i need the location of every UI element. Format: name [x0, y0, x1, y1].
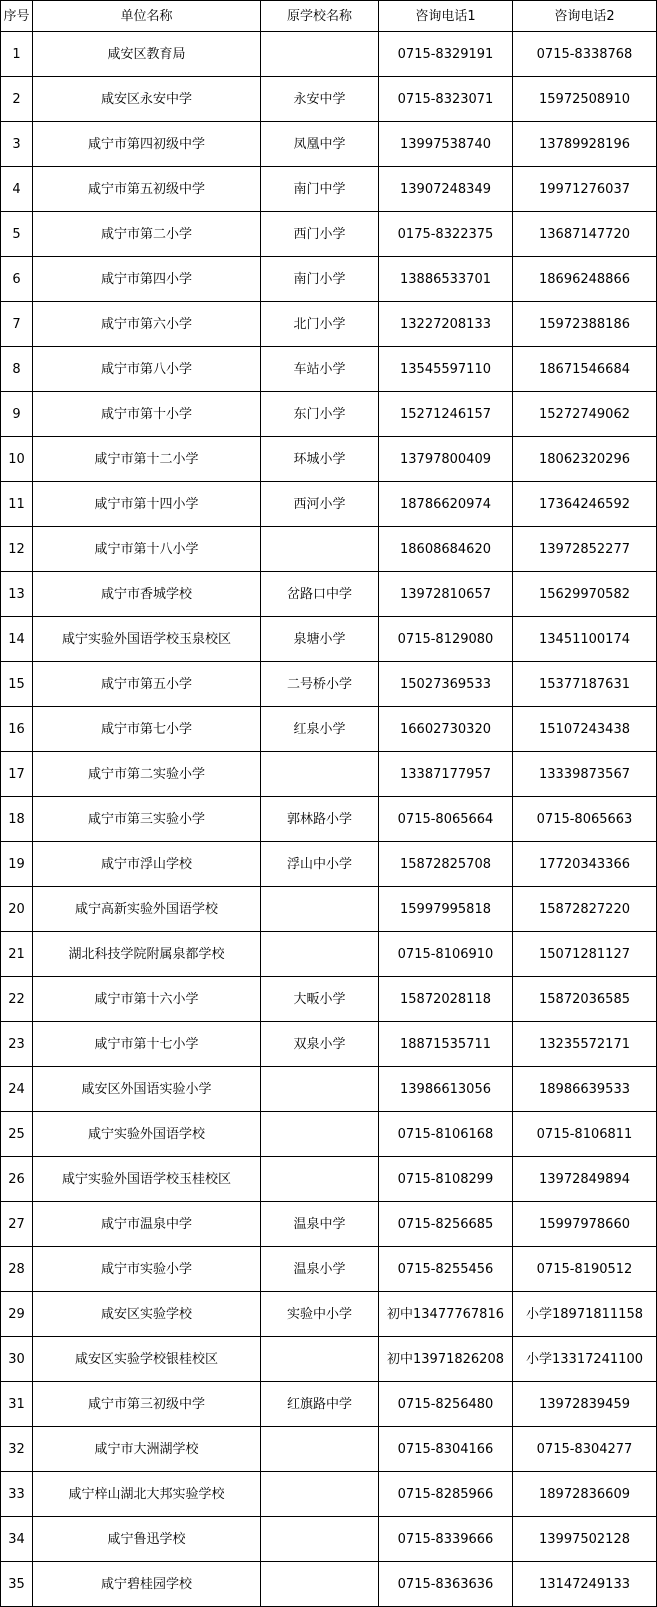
- table-row: [1, 572, 657, 617]
- table-row: [1, 752, 657, 797]
- cell-phone-2: 13789928196: [513, 122, 657, 167]
- cell-seq: 5: [1, 212, 33, 257]
- table-row: [1, 302, 657, 347]
- cell-phone-2: 0715-8338768: [513, 32, 657, 77]
- cell-seq: 7: [1, 302, 33, 347]
- cell-phone-1: 18608684620: [379, 527, 513, 572]
- table-row: [1, 977, 657, 1022]
- cell-original-school: 西门小学: [261, 212, 379, 257]
- cell-phone-1: 13972810657: [379, 572, 513, 617]
- cell-phone-1: 13886533701: [379, 257, 513, 302]
- cell-original-school: 环城小学: [261, 437, 379, 482]
- cell-phone-2: 0715-8190512: [513, 1247, 657, 1292]
- cell-phone-2: 15377187631: [513, 662, 657, 707]
- cell-phone-2: 13147249133: [513, 1562, 657, 1607]
- cell-unit-name: 咸宁市第五初级中学: [33, 167, 261, 212]
- cell-unit-name: 咸安区实验学校: [33, 1292, 261, 1337]
- table-row: [1, 797, 657, 842]
- cell-original-school: 东门小学: [261, 392, 379, 437]
- table-row: [1, 257, 657, 302]
- cell-original-school: 红泉小学: [261, 707, 379, 752]
- cell-phone-1: 18786620974: [379, 482, 513, 527]
- cell-original-school: [261, 1517, 379, 1562]
- cell-seq: 19: [1, 842, 33, 887]
- cell-phone-1: 0715-8129080: [379, 617, 513, 662]
- cell-phone-2: 15972508910: [513, 77, 657, 122]
- table-body: [1, 32, 657, 1607]
- cell-phone-1: 16602730320: [379, 707, 513, 752]
- cell-original-school: [261, 1472, 379, 1517]
- header-original-school: 原学校名称: [261, 1, 379, 32]
- cell-original-school: [261, 1337, 379, 1382]
- cell-seq: 24: [1, 1067, 33, 1112]
- cell-unit-name: 咸宁市第十六小学: [33, 977, 261, 1022]
- cell-unit-name: 咸宁梓山湖北大邦实验学校: [33, 1472, 261, 1517]
- table-row: [1, 77, 657, 122]
- header-seq: 序号: [1, 1, 33, 32]
- cell-phone-2: 15107243438: [513, 707, 657, 752]
- cell-unit-name: 咸宁鲁迅学校: [33, 1517, 261, 1562]
- cell-unit-name: 咸宁市第三初级中学: [33, 1382, 261, 1427]
- cell-unit-name: 咸宁市温泉中学: [33, 1202, 261, 1247]
- cell-seq: 3: [1, 122, 33, 167]
- cell-seq: 25: [1, 1112, 33, 1157]
- cell-phone-2: 13451100174: [513, 617, 657, 662]
- cell-unit-name: 咸宁市香城学校: [33, 572, 261, 617]
- cell-original-school: 实验中小学: [261, 1292, 379, 1337]
- table-row: [1, 212, 657, 257]
- cell-original-school: [261, 932, 379, 977]
- cell-original-school: [261, 1112, 379, 1157]
- cell-original-school: 凤凰中学: [261, 122, 379, 167]
- cell-phone-2: 15872036585: [513, 977, 657, 1022]
- cell-phone-2: 0715-8106811: [513, 1112, 657, 1157]
- cell-original-school: 温泉小学: [261, 1247, 379, 1292]
- cell-phone-1: 0715-8255456: [379, 1247, 513, 1292]
- cell-phone-2: 18671546684: [513, 347, 657, 392]
- cell-unit-name: 咸宁市第十七小学: [33, 1022, 261, 1067]
- cell-phone-1: 0715-8285966: [379, 1472, 513, 1517]
- cell-unit-name: 湖北科技学院附属泉都学校: [33, 932, 261, 977]
- cell-seq: 8: [1, 347, 33, 392]
- cell-phone-2: 13339873567: [513, 752, 657, 797]
- cell-seq: 27: [1, 1202, 33, 1247]
- cell-seq: 10: [1, 437, 33, 482]
- table-row: [1, 1472, 657, 1517]
- cell-phone-1: 13797800409: [379, 437, 513, 482]
- cell-original-school: 红旗路中学: [261, 1382, 379, 1427]
- table-row: [1, 437, 657, 482]
- cell-unit-name: 咸宁市第六小学: [33, 302, 261, 347]
- cell-seq: 26: [1, 1157, 33, 1202]
- table-row: [1, 707, 657, 752]
- cell-original-school: [261, 527, 379, 572]
- cell-seq: 15: [1, 662, 33, 707]
- table-row: [1, 347, 657, 392]
- table-row: [1, 1382, 657, 1427]
- cell-original-school: 西河小学: [261, 482, 379, 527]
- cell-original-school: [261, 1157, 379, 1202]
- cell-phone-2: 13972839459: [513, 1382, 657, 1427]
- cell-seq: 29: [1, 1292, 33, 1337]
- cell-phone-1: 0715-8256480: [379, 1382, 513, 1427]
- cell-phone-2: 18986639533: [513, 1067, 657, 1112]
- cell-phone-1: 0715-8339666: [379, 1517, 513, 1562]
- cell-phone-1: 15271246157: [379, 392, 513, 437]
- table-row: [1, 1247, 657, 1292]
- cell-phone-2: 19971276037: [513, 167, 657, 212]
- cell-unit-name: 咸宁市第十四小学: [33, 482, 261, 527]
- header-phone-2: 咨询电话2: [513, 1, 657, 32]
- cell-phone-1: 13907248349: [379, 167, 513, 212]
- cell-unit-name: 咸宁市大洲湖学校: [33, 1427, 261, 1472]
- cell-phone-1: 0715-8106168: [379, 1112, 513, 1157]
- cell-seq: 31: [1, 1382, 33, 1427]
- cell-unit-name: 咸宁市第三实验小学: [33, 797, 261, 842]
- cell-phone-1: 0715-8256685: [379, 1202, 513, 1247]
- table-row: [1, 167, 657, 212]
- cell-phone-1: 0715-8304166: [379, 1427, 513, 1472]
- cell-phone-1: 0715-8108299: [379, 1157, 513, 1202]
- cell-phone-1: 18871535711: [379, 1022, 513, 1067]
- cell-original-school: 永安中学: [261, 77, 379, 122]
- cell-phone-1: 13545597110: [379, 347, 513, 392]
- cell-phone-2: 15629970582: [513, 572, 657, 617]
- table-row: [1, 1022, 657, 1067]
- cell-unit-name: 咸宁高新实验外国语学校: [33, 887, 261, 932]
- cell-phone-1: 13387177957: [379, 752, 513, 797]
- table-row: [1, 1202, 657, 1247]
- cell-phone-2: 18972836609: [513, 1472, 657, 1517]
- table-row: [1, 482, 657, 527]
- cell-phone-2: 小学18971811158: [513, 1292, 657, 1337]
- cell-unit-name: 咸宁实验外国语学校玉桂校区: [33, 1157, 261, 1202]
- cell-phone-2: 13235572171: [513, 1022, 657, 1067]
- cell-phone-2: 15972388186: [513, 302, 657, 347]
- table-row: [1, 1112, 657, 1157]
- cell-phone-2: 17720343366: [513, 842, 657, 887]
- cell-unit-name: 咸安区永安中学: [33, 77, 261, 122]
- cell-unit-name: 咸宁市第四初级中学: [33, 122, 261, 167]
- cell-seq: 16: [1, 707, 33, 752]
- header-row: [1, 1, 657, 32]
- cell-phone-1: 初中13971826208: [379, 1337, 513, 1382]
- table-row: [1, 1157, 657, 1202]
- cell-original-school: 二号桥小学: [261, 662, 379, 707]
- cell-seq: 22: [1, 977, 33, 1022]
- cell-phone-1: 0715-8329191: [379, 32, 513, 77]
- cell-unit-name: 咸宁实验外国语学校玉泉校区: [33, 617, 261, 662]
- table-row: [1, 842, 657, 887]
- cell-original-school: [261, 887, 379, 932]
- cell-original-school: [261, 1427, 379, 1472]
- cell-phone-1: 15872825708: [379, 842, 513, 887]
- table-row: [1, 1337, 657, 1382]
- cell-phone-2: 小学13317241100: [513, 1337, 657, 1382]
- cell-original-school: [261, 1562, 379, 1607]
- cell-unit-name: 咸宁市第五小学: [33, 662, 261, 707]
- cell-phone-1: 15027369533: [379, 662, 513, 707]
- cell-unit-name: 咸安区教育局: [33, 32, 261, 77]
- cell-seq: 21: [1, 932, 33, 977]
- cell-phone-2: 0715-8304277: [513, 1427, 657, 1472]
- cell-original-school: 浮山中小学: [261, 842, 379, 887]
- cell-phone-2: 18696248866: [513, 257, 657, 302]
- cell-phone-1: 13997538740: [379, 122, 513, 167]
- cell-phone-1: 0175-8322375: [379, 212, 513, 257]
- cell-phone-1: 15997995818: [379, 887, 513, 932]
- cell-unit-name: 咸宁市第二实验小学: [33, 752, 261, 797]
- cell-phone-1: 初中13477767816: [379, 1292, 513, 1337]
- cell-phone-2: 15997978660: [513, 1202, 657, 1247]
- cell-seq: 1: [1, 32, 33, 77]
- table-row: [1, 662, 657, 707]
- cell-phone-2: 15272749062: [513, 392, 657, 437]
- cell-phone-2: 18062320296: [513, 437, 657, 482]
- cell-unit-name: 咸宁市第二小学: [33, 212, 261, 257]
- cell-seq: 14: [1, 617, 33, 662]
- table-row: [1, 1067, 657, 1112]
- cell-original-school: 泉塘小学: [261, 617, 379, 662]
- cell-seq: 17: [1, 752, 33, 797]
- cell-phone-2: 13972849894: [513, 1157, 657, 1202]
- cell-seq: 20: [1, 887, 33, 932]
- cell-unit-name: 咸宁碧桂园学校: [33, 1562, 261, 1607]
- cell-unit-name: 咸宁市第十八小学: [33, 527, 261, 572]
- table-row: [1, 1517, 657, 1562]
- cell-original-school: 南门中学: [261, 167, 379, 212]
- cell-seq: 33: [1, 1472, 33, 1517]
- cell-seq: 32: [1, 1427, 33, 1472]
- cell-phone-2: 15071281127: [513, 932, 657, 977]
- table-header: [1, 1, 657, 32]
- cell-phone-2: 13997502128: [513, 1517, 657, 1562]
- cell-phone-2: 13972852277: [513, 527, 657, 572]
- cell-unit-name: 咸宁市第八小学: [33, 347, 261, 392]
- cell-original-school: 温泉中学: [261, 1202, 379, 1247]
- cell-unit-name: 咸宁市第四小学: [33, 257, 261, 302]
- cell-phone-1: 13986613056: [379, 1067, 513, 1112]
- cell-original-school: 大畈小学: [261, 977, 379, 1022]
- cell-seq: 13: [1, 572, 33, 617]
- cell-unit-name: 咸宁市第十二小学: [33, 437, 261, 482]
- table-row: [1, 392, 657, 437]
- cell-seq: 12: [1, 527, 33, 572]
- table-row: [1, 887, 657, 932]
- cell-seq: 6: [1, 257, 33, 302]
- cell-phone-1: 0715-8106910: [379, 932, 513, 977]
- cell-phone-2: 17364246592: [513, 482, 657, 527]
- cell-seq: 9: [1, 392, 33, 437]
- cell-seq: 28: [1, 1247, 33, 1292]
- cell-original-school: [261, 32, 379, 77]
- cell-unit-name: 咸宁市第七小学: [33, 707, 261, 752]
- cell-phone-2: 0715-8065663: [513, 797, 657, 842]
- cell-unit-name: 咸宁市浮山学校: [33, 842, 261, 887]
- cell-seq: 2: [1, 77, 33, 122]
- cell-original-school: 岔路口中学: [261, 572, 379, 617]
- cell-phone-1: 0715-8363636: [379, 1562, 513, 1607]
- cell-unit-name: 咸宁实验外国语学校: [33, 1112, 261, 1157]
- table-row: [1, 527, 657, 572]
- cell-original-school: 北门小学: [261, 302, 379, 347]
- cell-original-school: 车站小学: [261, 347, 379, 392]
- cell-phone-1: 0715-8065664: [379, 797, 513, 842]
- header-phone-1: 咨询电话1: [379, 1, 513, 32]
- cell-original-school: [261, 752, 379, 797]
- cell-seq: 35: [1, 1562, 33, 1607]
- cell-original-school: 南门小学: [261, 257, 379, 302]
- header-unit-name: 单位名称: [33, 1, 261, 32]
- cell-seq: 34: [1, 1517, 33, 1562]
- cell-seq: 4: [1, 167, 33, 212]
- cell-phone-2: 15872827220: [513, 887, 657, 932]
- cell-phone-1: 15872028118: [379, 977, 513, 1022]
- cell-phone-1: 0715-8323071: [379, 77, 513, 122]
- cell-unit-name: 咸宁市第十小学: [33, 392, 261, 437]
- table-row: [1, 32, 657, 77]
- table-row: [1, 1292, 657, 1337]
- cell-seq: 18: [1, 797, 33, 842]
- cell-unit-name: 咸安区外国语实验小学: [33, 1067, 261, 1112]
- table-row: [1, 617, 657, 662]
- cell-unit-name: 咸安区实验学校银桂校区: [33, 1337, 261, 1382]
- cell-unit-name: 咸宁市实验小学: [33, 1247, 261, 1292]
- cell-seq: 11: [1, 482, 33, 527]
- cell-phone-2: 13687147720: [513, 212, 657, 257]
- table-row: [1, 1427, 657, 1472]
- cell-seq: 23: [1, 1022, 33, 1067]
- cell-original-school: 双泉小学: [261, 1022, 379, 1067]
- table-row: [1, 122, 657, 167]
- table-row: [1, 1562, 657, 1607]
- cell-phone-1: 13227208133: [379, 302, 513, 347]
- cell-seq: 30: [1, 1337, 33, 1382]
- cell-original-school: [261, 1067, 379, 1112]
- table-row: [1, 932, 657, 977]
- cell-original-school: 郭林路小学: [261, 797, 379, 842]
